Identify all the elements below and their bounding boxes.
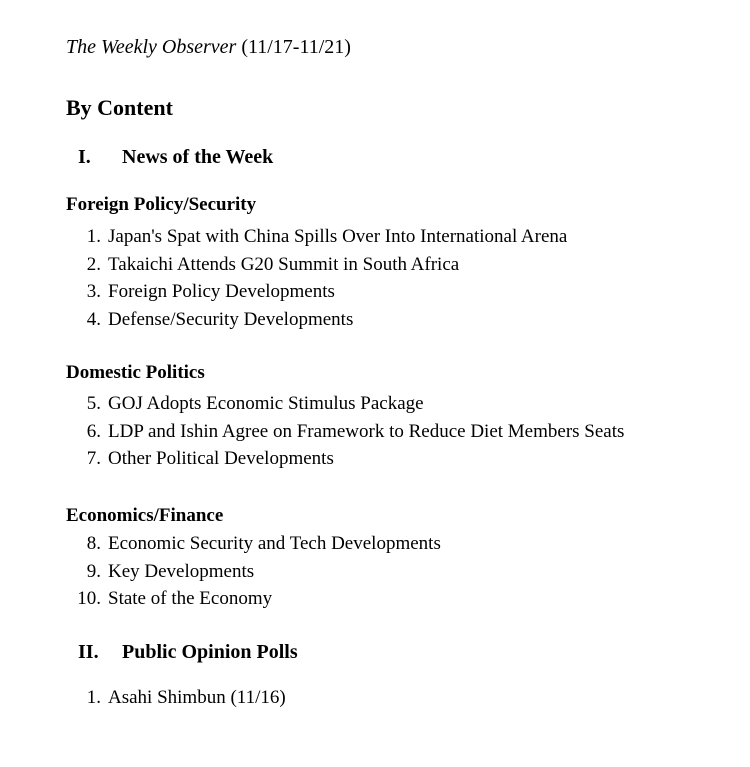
list-item-label: Defense/Security Developments [108, 308, 354, 330]
list-item[interactable] [66, 223, 567, 251]
section-title-1: News of the Week [122, 146, 274, 168]
list-item[interactable] [66, 278, 567, 306]
section-numeral-2: II. [78, 641, 99, 663]
list-item-number: 9. [86, 560, 101, 582]
list-item-label: Asahi Shimbun (11/16) [108, 687, 286, 708]
list-item[interactable] [66, 251, 567, 279]
list-item[interactable] [66, 558, 441, 586]
category-heading-foreign-policy-security: Foreign Policy/Security [66, 194, 257, 215]
list-item-number: 4. [86, 308, 101, 330]
document-date-range: (11/17-11/21) [236, 36, 351, 58]
list-item-label: Economic Security and Tech Developments [108, 533, 441, 554]
document-title [66, 34, 351, 60]
category-heading-economics-finance: Economics/Finance [66, 505, 224, 526]
section-heading-news-of-the-week [78, 144, 273, 170]
list-item-number: 7. [86, 448, 101, 469]
list-item-label: Takaichi Attends G20 Summit in South Africa [108, 253, 460, 275]
list-item-number: 5. [86, 393, 101, 414]
list-item-number: 8. [86, 533, 101, 554]
list-item-number: 3. [86, 281, 101, 302]
list-item[interactable] [66, 585, 441, 613]
list-item-label: Other Political Developments [108, 448, 334, 469]
by-content-heading: By Content [66, 95, 173, 120]
list-item-label: Foreign Policy Developments [108, 281, 335, 302]
list-item[interactable] [66, 530, 441, 558]
list-domestic-politics [66, 390, 624, 473]
list-item-label: State of the Economy [108, 588, 273, 609]
section-heading-public-opinion-polls [78, 639, 298, 665]
list-item[interactable] [66, 390, 624, 418]
list-foreign-policy-security [66, 223, 567, 333]
list-economics-finance [66, 530, 441, 613]
list-item[interactable] [66, 418, 624, 446]
list-item-label: Key Developments [108, 560, 255, 582]
document-title-name: The Weekly Observer [66, 36, 237, 58]
list-item-number: 1. [86, 687, 101, 708]
list-item-number: 2. [86, 253, 101, 275]
list-item-number: 6. [86, 420, 101, 442]
list-item[interactable] [66, 684, 286, 712]
section-title-2: Public Opinion Polls [122, 641, 298, 663]
list-item-number: 10. [77, 588, 101, 609]
list-item-number: 1. [86, 226, 101, 247]
list-public-opinion-polls [66, 684, 286, 712]
category-heading-domestic-politics: Domestic Politics [66, 362, 205, 383]
list-item[interactable] [66, 445, 624, 473]
list-item-label: LDP and Ishin Agree on Framework to Reduce Diet Members Seats [108, 420, 625, 442]
section-numeral-1: I. [78, 146, 91, 168]
list-item[interactable] [66, 306, 567, 334]
list-item-label: GOJ Adopts Economic Stimulus Package [108, 393, 424, 414]
list-item-label: Japan's Spat with China Spills Over Into International Arena [108, 226, 568, 247]
